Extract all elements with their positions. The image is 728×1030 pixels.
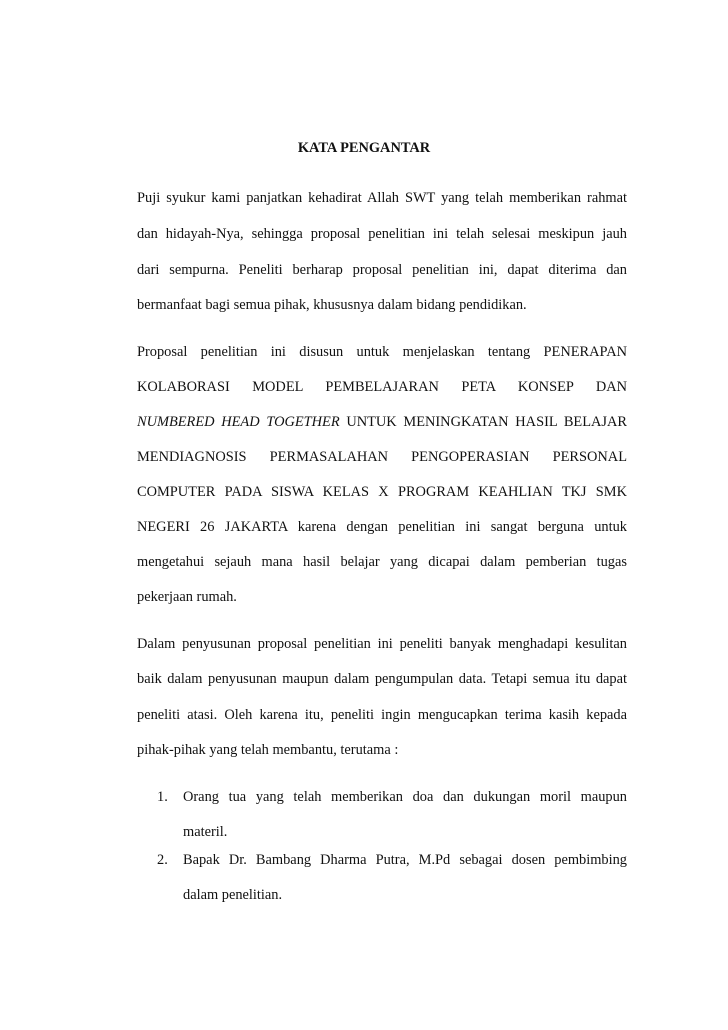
list-item-line: Orang tua yang telah memberikan doa dan dukungan moril maupun [183, 789, 627, 805]
list-item-line: dalam penelitian. [183, 887, 283, 903]
paragraph-2-line: Proposal penelitian ini disusun untuk menjelaskan tentang PENERAPAN [137, 344, 627, 360]
list-item-number: 1. [157, 789, 168, 805]
list-item-number: 2. [157, 852, 168, 868]
list-item-line: materil. [183, 824, 228, 840]
paragraph-1-line: Puji syukur kami panjatkan kehadirat Allah SWT yang telah memberikan rahmat [137, 190, 627, 206]
paragraph-2-line-rest: UNTUK MENINGKATAN HASIL BELAJAR [339, 414, 627, 430]
paragraph-3-line: pihak-pihak yang telah membantu, terutama : [137, 742, 399, 758]
paragraph-2-line: pekerjaan rumah. [137, 589, 237, 605]
paragraph-2-line: KOLABORASI MODEL PEMBELAJARAN PETA KONSEP DAN [137, 379, 627, 395]
paragraph-2-line: MENDIAGNOSIS PERMASALAHAN PENGOPERASIAN PERSONAL [137, 449, 627, 465]
paragraph-3-line: peneliti atasi. Oleh karena itu, peneliti ingin mengucapkan terima kasih kepada [137, 707, 627, 723]
page-title: KATA PENGANTAR [297, 140, 431, 156]
paragraph-1-line: bermanfaat bagi semua pihak, khususnya dalam bidang pendidikan. [137, 297, 527, 313]
paragraph-2-line: NEGERI 26 JAKARTA karena dengan penelitian ini sangat berguna untuk [137, 519, 627, 535]
italic-title-fragment: NUMBERED HEAD TOGETHER [137, 414, 340, 430]
paragraph-2-line: mengetahui sejauh mana hasil belajar yang dicapai dalam pemberian tugas [137, 554, 627, 570]
paragraph-1-line: dari sempurna. Peneliti berharap proposal penelitian ini, dapat diterima dan [137, 262, 627, 278]
paragraph-3-line: Dalam penyusunan proposal penelitian ini peneliti banyak menghadapi kesulitan [137, 636, 627, 652]
paragraph-1-line: dan hidayah-Nya, sehingga proposal penelitian ini telah selesai meskipun jauh [137, 226, 627, 242]
paragraph-2-line [137, 412, 627, 432]
paragraph-2-line: COMPUTER PADA SISWA KELAS X PROGRAM KEAHLIAN TKJ SMK [137, 484, 627, 500]
list-item-line: Bapak Dr. Bambang Dharma Putra, M.Pd sebagai dosen pembimbing [183, 852, 627, 868]
paragraph-3-line: baik dalam penyusunan maupun dalam pengumpulan data. Tetapi semua itu dapat [137, 671, 627, 687]
